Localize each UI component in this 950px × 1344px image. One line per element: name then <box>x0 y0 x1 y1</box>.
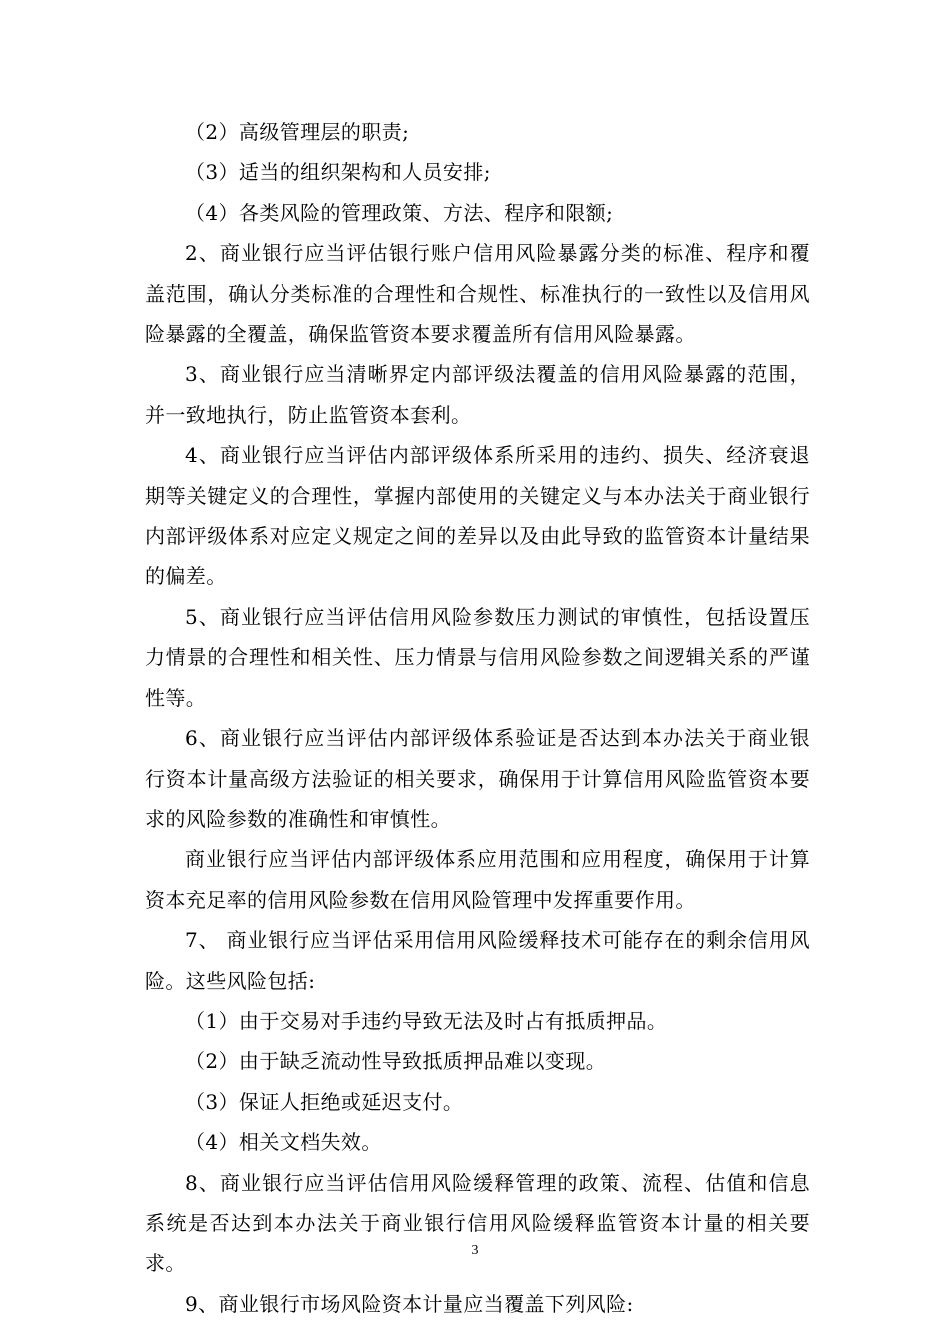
list-item-2: （2）高级管理层的职责; <box>185 120 410 144</box>
paragraph-2: 2、商业银行应当评估银行账户信用风险暴露分类的标准、程序和覆盖范围，确认分类标准的合理性和合规性、标准执行的一致性以及信用风险暴露的全覆盖，确保监管资本要求覆盖所有信用风险暴露。 <box>145 241 810 347</box>
risk-item-3: （3）保证人拒绝或延迟支付。 <box>185 1089 464 1114</box>
paragraph-8: 8、商业银行应当评估信用风险缓释管理的政策、流程、估值和信息系统是否达到本办法关于商业银行信用风险缓释监管资本计量的相关要求。 <box>145 1170 810 1276</box>
list-item-4: （4）各类风险的管理政策、方法、程序和限额; <box>185 200 614 225</box>
paragraph-4: 4、商业银行应当评估内部评级体系所采用的违约、损失、经济衰退期等关键定义的合理性，掌握内部使用的关键定义与本办法关于商业银行内部评级体系对应定义规定之间的差异以及由此导致的监管资本计量结果的偏差。 <box>145 443 810 589</box>
paragraph-9: 9、商业银行市场风险资本计量应当覆盖下列风险: <box>185 1291 634 1316</box>
risk-item-1: （1）由于交易对手违约导致无法及时占有抵质押品。 <box>185 1008 668 1033</box>
risk-item-2: （2）由于缺乏流动性导致抵质押品难以变现。 <box>185 1049 607 1074</box>
paragraph-3: 3、商业银行应当清晰界定内部评级法覆盖的信用风险暴露的范围，并一致地执行，防止监管资本套利。 <box>145 362 810 427</box>
paragraph-6: 6、商业银行应当评估内部评级体系验证是否达到本办法关于商业银行资本计量高级方法验证的相关要求，确保用于计算信用风险监管资本要求的风险参数的准确性和审慎性。 <box>145 726 810 831</box>
document-body <box>145 112 810 1324</box>
paragraph-7: 7、 商业银行应当评估采用信用风险缓释技术可能存在的剩余信用风险。这些风险包括: <box>145 928 810 993</box>
paragraph-5: 5、商业银行应当评估信用风险参数压力测试的审慎性，包括设置压力情景的合理性和相关性、压力情景与信用风险参数之间逻辑关系的严谨性等。 <box>145 604 810 710</box>
risk-item-4: （4）相关文档失效。 <box>185 1130 382 1155</box>
page-number: 3 <box>471 1243 479 1258</box>
paragraph-6-continued: 商业银行应当评估内部评级体系应用范围和应用程度，确保用于计算资本充足率的信用风险参数在信用风险管理中发挥重要作用。 <box>145 847 810 912</box>
list-item-3: （3）适当的组织架构和人员安排; <box>185 160 491 185</box>
